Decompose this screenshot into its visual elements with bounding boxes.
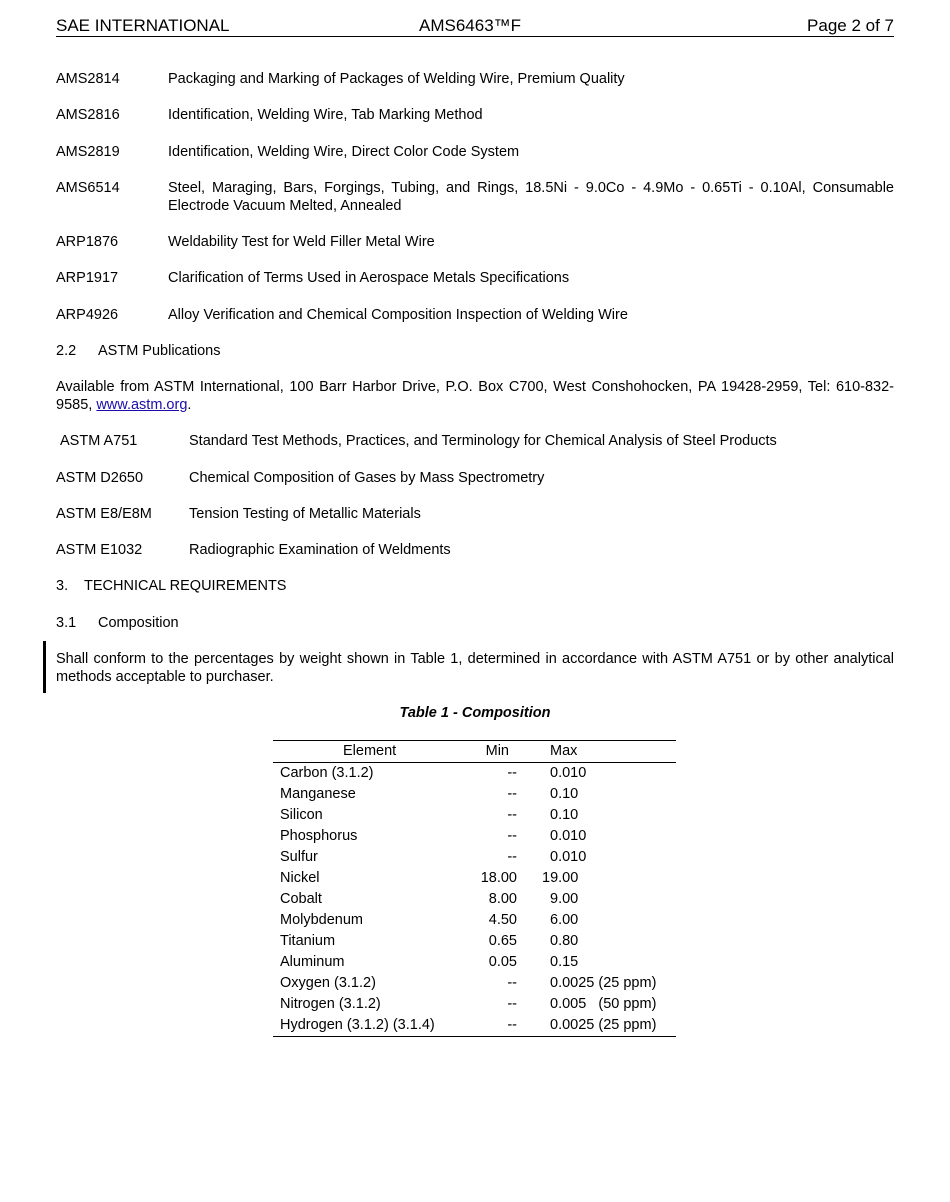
cell-min: 8.00 (488, 891, 517, 907)
table-caption: Table 1 - Composition (399, 705, 551, 721)
reference-code: AMS2819 (56, 144, 120, 160)
reference-code: ASTM D2650 (56, 470, 144, 486)
cell-min: 0.05 (488, 954, 517, 970)
table-row (273, 784, 676, 805)
reference-item (56, 143, 894, 161)
cell-element: Silicon (280, 807, 323, 823)
reference-code: AMS2816 (56, 107, 120, 123)
cell-element: Manganese (280, 786, 356, 802)
cell-element: Molybdenum (280, 912, 364, 928)
availability-text: Available from ASTM International, 100 Barr Harbor Drive, P.O. Box C700, West Conshohocken, PA 19428-2959, Tel: 610-832-9585, (56, 379, 894, 413)
table-row (273, 805, 676, 826)
reference-title: Chemical Composition of Gases by Mass Spectrometry (189, 470, 545, 486)
table-row (273, 847, 676, 868)
cell-max: 19.00 (542, 870, 579, 886)
header-doc-id: AMS6463™F (419, 16, 522, 35)
table-row (273, 931, 676, 952)
availability-end: . (187, 397, 192, 413)
reference-title: Steel, Maraging, Bars, Forgings, Tubing, and Rings, 18.5Ni - 9.0Co - 4.9Mo - 0.65Ti - 0.10Al, Consumable Electrode Vacuum Melted, Annealed (168, 180, 894, 214)
cell-max: 0.0025 (25 ppm) (550, 975, 657, 991)
reference-code: ARP1876 (56, 234, 119, 250)
cell-min: -- (507, 807, 517, 823)
header-page-number: Page 2 of 7 (807, 16, 894, 35)
reference-title: Tension Testing of Metallic Materials (189, 506, 421, 522)
table-bottom-rule (273, 1036, 676, 1037)
section-number: 3. (56, 578, 69, 594)
reference-item (56, 233, 894, 251)
table-header-row (273, 741, 676, 762)
reference-code: AMS6514 (56, 180, 120, 196)
table-row (273, 868, 676, 889)
reference-item (60, 432, 898, 450)
reference-code: ARP1917 (56, 270, 119, 286)
section-heading-3-1 (56, 614, 894, 632)
reference-code: AMS2814 (56, 71, 120, 87)
reference-item (56, 106, 894, 124)
page-header (56, 16, 894, 37)
reference-code: ASTM E8/E8M (56, 506, 152, 522)
cell-element: Aluminum (280, 954, 345, 970)
cell-min: -- (507, 1017, 517, 1033)
reference-title: Packaging and Marking of Packages of Welding Wire, Premium Quality (168, 71, 625, 87)
cell-element: Nickel (280, 870, 320, 886)
section-number: 3.1 (56, 615, 77, 631)
cell-element: Oxygen (3.1.2) (280, 975, 376, 991)
cell-min: -- (507, 828, 517, 844)
reference-title: Radiographic Examination of Weldments (189, 542, 451, 558)
header-org: SAE INTERNATIONAL (56, 16, 230, 35)
cell-min: -- (507, 765, 517, 781)
reference-title: Clarification of Terms Used in Aerospace Metals Specifications (168, 270, 570, 286)
cell-max: 9.00 (550, 891, 579, 907)
cell-max: 0.010 (550, 765, 587, 781)
cell-max: 0.0025 (25 ppm) (550, 1017, 657, 1033)
reference-item (56, 179, 894, 215)
section-title: TECHNICAL REQUIREMENTS (84, 578, 287, 594)
cell-element: Cobalt (280, 891, 322, 907)
cell-max: 0.10 (550, 807, 579, 823)
section-title: Composition (98, 615, 179, 631)
cell-min: -- (507, 996, 517, 1012)
reference-title: Alloy Verification and Chemical Composition Inspection of Welding Wire (168, 307, 628, 323)
cell-min: 0.65 (488, 933, 517, 949)
table-row (273, 973, 676, 994)
astm-availability-paragraph (56, 378, 894, 414)
cell-min: 4.50 (488, 912, 517, 928)
cell-max: 0.010 (550, 828, 587, 844)
table-row (273, 952, 676, 973)
reference-item (56, 70, 894, 88)
reference-item (56, 505, 894, 523)
table-row (273, 1015, 676, 1036)
cell-max: 0.15 (550, 954, 579, 970)
reference-title: Identification, Welding Wire, Direct Color Code System (168, 144, 520, 160)
cell-max: 0.80 (550, 933, 579, 949)
astm-website-link[interactable]: www.astm.org (96, 397, 188, 413)
cell-max: 0.005 (50 ppm) (550, 996, 657, 1012)
reference-title: Weldability Test for Weld Filler Metal Wire (168, 234, 435, 250)
cell-min: -- (507, 849, 517, 865)
composition-table (273, 740, 676, 1037)
reference-code: ASTM A751 (60, 433, 138, 449)
section-heading-3 (56, 577, 894, 595)
cell-element: Titanium (280, 933, 336, 949)
table-row (273, 910, 676, 931)
table-row (273, 994, 676, 1015)
reference-code: ARP4926 (56, 307, 119, 323)
header-max: Max (550, 743, 578, 759)
reference-item (56, 269, 894, 287)
cell-max: 0.10 (550, 786, 579, 802)
table-row (273, 763, 676, 784)
cell-element: Phosphorus (280, 828, 358, 844)
table-row (273, 889, 676, 910)
header-min: Min (485, 743, 509, 759)
section-title: ASTM Publications (98, 343, 221, 359)
table-row (273, 826, 676, 847)
cell-element: Hydrogen (3.1.2) (3.1.4) (280, 1017, 435, 1033)
reference-item (56, 541, 894, 559)
revision-change-bar (43, 641, 46, 693)
section-heading-2-2 (56, 342, 894, 360)
cell-min: 18.00 (480, 870, 517, 886)
cell-element: Carbon (3.1.2) (280, 765, 374, 781)
section-number: 2.2 (56, 343, 77, 359)
reference-title: Identification, Welding Wire, Tab Marking Method (168, 107, 483, 123)
reference-item (56, 469, 894, 487)
composition-paragraph: Shall conform to the percentages by weight shown in Table 1, determined in accordance with ASTM A751 or by other analytical methods acceptable to purchaser. (56, 651, 894, 685)
reference-title: Standard Test Methods, Practices, and Terminology for Chemical Analysis of Steel Products (189, 433, 777, 449)
cell-element: Sulfur (280, 849, 318, 865)
reference-item (56, 306, 894, 324)
reference-code: ASTM E1032 (56, 542, 143, 558)
cell-min: -- (507, 975, 517, 991)
cell-min: -- (507, 786, 517, 802)
cell-element: Nitrogen (3.1.2) (280, 996, 381, 1012)
cell-max: 0.010 (550, 849, 587, 865)
header-element: Element (343, 743, 397, 759)
cell-max: 6.00 (550, 912, 579, 928)
